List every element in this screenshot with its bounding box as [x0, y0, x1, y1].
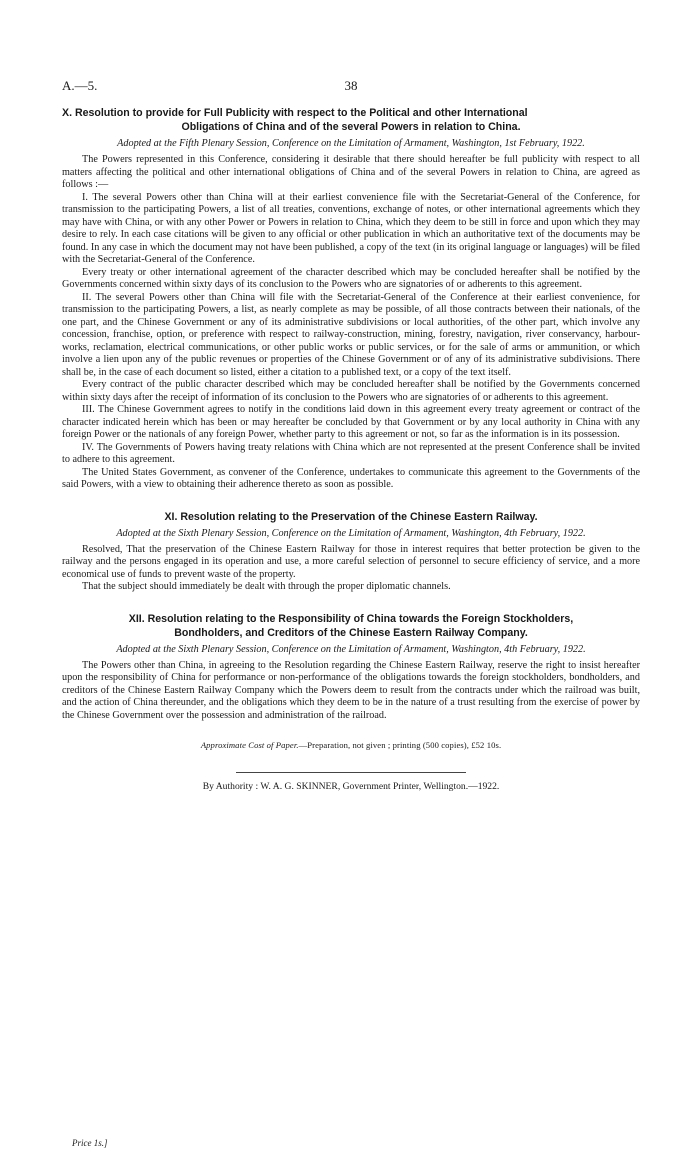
page-header [62, 78, 640, 96]
section-title-line-2: Obligations of China and of the several Powers in relation to China. [181, 121, 521, 133]
paragraph: II. The several Powers other than China will file with the Secretariat-General of the Conference at their earliest convenience, for transmission to the participating Powers, a list, as nearly complete as may be possible, of all those contracts between their nationals, of the one part, and the Chinese Government or any of its administrative subdivisions or local authorities, of the other part, which involve any concession, franchise, option, or preference with respect to railway-construction, mining, forestry, navigation, river conservancy, harbour-works, reclamation, electrical communications, or other public works or public services, or for the sale of arms or ammunition, or which involve a lien upon any of the public revenues or properties of the Chinese Government or of any of its administrative subdivisions. There shall be, in the case of each document so listed, either a citation to a published text, or a copy of the text itself. [62, 291, 640, 378]
document-reference: A.—5. [62, 78, 98, 93]
section-xi [62, 510, 640, 594]
paragraph: III. The Chinese Government agrees to notify in the conditions laid down in this agreement every treaty agreement or contract of the character indicated herein which has been or may hereafter be concluded by that Government or by any local authority in China with any foreign Power or the nationals of any foreign Power, whether party to this agreement or not, so far as the information is in its possession. [62, 404, 640, 440]
section-title-line-2: Bondholders, and Creditors of the Chinese Eastern Railway Company. [174, 626, 528, 639]
section-title: XI. Resolution relating to the Preservation of the Chinese Eastern Railway. [164, 510, 538, 523]
paragraph: The United States Government, as convener of the Conference, undertakes to communicate this agreement to the Governments of the said Powers, with a view to obtaining their adherence thereto as soon as possible. [62, 466, 640, 490]
paragraph: That the subject should immediately be dealt with through the proper diplomatic channels. [82, 581, 451, 592]
section-title [62, 106, 640, 134]
cost-label: Approximate Cost of Paper. [200, 740, 299, 750]
printer-authority: By Authority : W. A. G. SKINNER, Government Printer, Wellington.—1922. [202, 781, 500, 792]
section-title-line-1: X. Resolution to provide for Full Publicity with respect to the Political and other International [62, 107, 528, 119]
section-title-line-1: XII. Resolution relating to the Responsibility of China towards the Foreign Stockholders, [128, 612, 574, 625]
adoption-note: Adopted at the Fifth Plenary Session, Conference on the Limitation of Armament, Washington, 1st February, 1922. [117, 138, 585, 149]
paragraph: The Powers represented in this Conference, considering it desirable that there should hereafter be full publicity with respect to all matters affecting the political and other international obligations of China and of the several Powers in relation to China, are agreed as follows :— [62, 154, 640, 190]
paragraph: IV. The Governments of Powers having treaty relations with China which are not represented at the present Conference shall be invited to adhere to this agreement. [62, 441, 640, 465]
paragraph: The Powers other than China, in agreeing to the Resolution regarding the Chinese Eastern Railway, reserve the right to insist hereafter upon the responsibility of China for performance or non-performance of the obligations towards the foreign stockholders, bondholders, and creditors of the Chinese Eastern Railway Company which the Powers deem to result from the contracts under which the railroad was built, and the action of China thereunder, and the obligations which they deem to be in the nature of a trust resulting from the exercise of power by the Chinese Government over the possession and administration of the railroad. [62, 659, 640, 721]
paragraph: Every contract of the public character described which may be concluded hereafter shall be notified by the Governments concerned within sixty days after the receipt of information of its conclusion to the Powers who are signatories of or adherents to this agreement. [62, 379, 640, 403]
page-number: 38 [344, 78, 358, 93]
cost-note [62, 740, 640, 750]
divider [236, 772, 466, 773]
price-note: Price 1s.] [72, 1138, 108, 1148]
paragraph: Resolved, That the preservation of the Chinese Eastern Railway for those in interest requires that better protection be given to the railway and the persons engaged in its operation and use, a more careful selection of personnel to secure efficiency of service, and a more economical use of funds to prevent waste of the property. [62, 543, 640, 580]
section-title [62, 612, 640, 640]
paragraph: I. The several Powers other than China will at their earliest convenience file with the Secretariat-General of the Conference, for transmission to the participating Powers, a list of all treaties, conventions, exchange of notes, or other international agreements which they may have with China, or with any other Power or Powers in relation to China, which they deem to be still in force and upon which they may desire to rely. In each case citations will be given to any official or other publication in which an authoritative text of the documents may be found. In any case in which the document may not have been published, a copy of the text (in its original language or languages) will be filed with the Secretariat-General of the Conference. [62, 191, 640, 265]
document-body [62, 106, 640, 792]
adoption-note: Adopted at the Sixth Plenary Session, Conference on the Limitation of Armament, Washington, 4th February, 1922. [116, 643, 586, 655]
section-xii [62, 612, 640, 723]
section-x [62, 106, 640, 492]
adoption-note: Adopted at the Sixth Plenary Session, Conference on the Limitation of Armament, Washington, 4th February, 1922. [116, 527, 586, 539]
cost-text: —Preparation, not given ; printing (500 copies), £52 10s. [298, 740, 502, 750]
paragraph: Every treaty or other international agreement of the character described which may be concluded hereafter shall be notified by the Governments concerned within sixty days of its conclusion to the Powers who are signatories of or adherents to this agreement. [62, 266, 640, 290]
